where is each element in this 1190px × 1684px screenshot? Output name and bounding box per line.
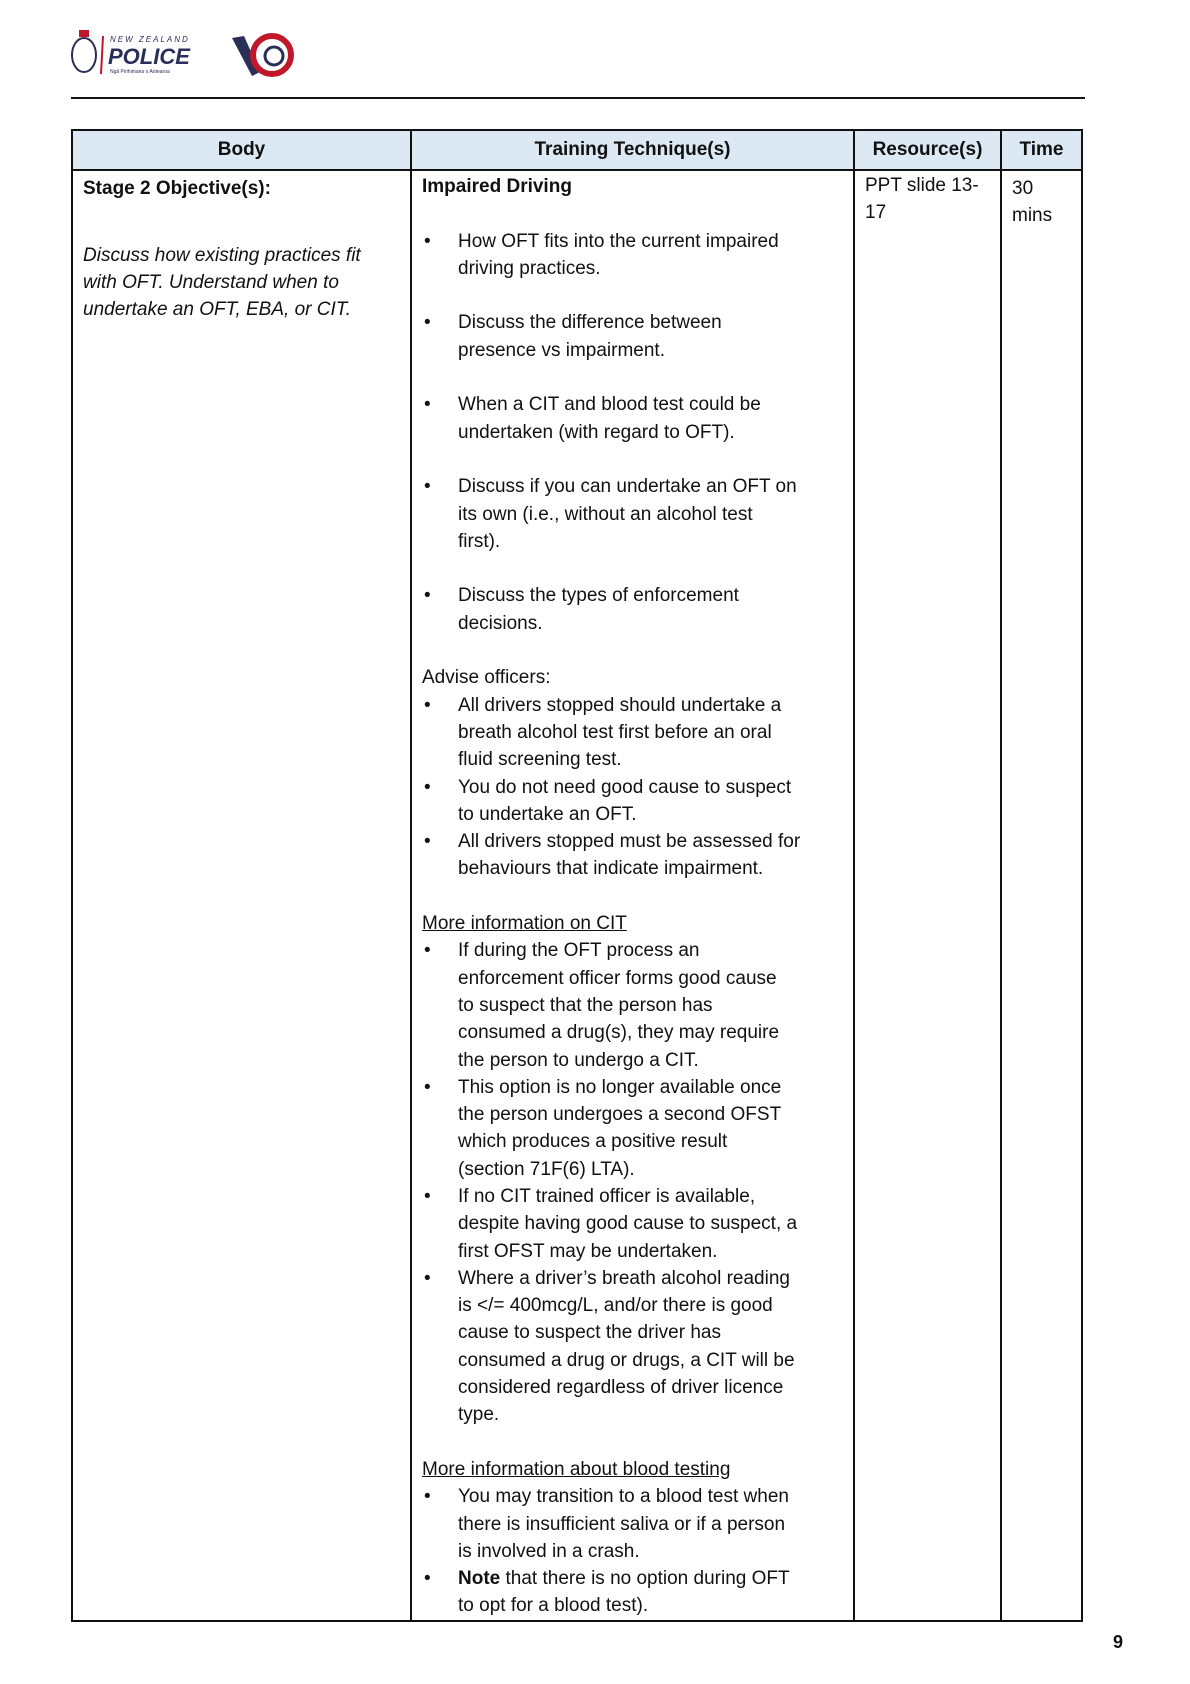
text-line: presence vs impairment. [458,339,665,361]
blank-line [422,637,845,664]
bullet-item [422,1183,845,1265]
bullet-icon: • [424,585,431,607]
text-line: type. [458,1404,500,1426]
text-line: When a CIT and blood test could be [458,394,761,416]
body-cell [72,170,411,1621]
training-table [71,129,1083,1622]
text-line: Discuss the difference between [458,312,722,334]
text-line: is involved in a crash. [458,1540,640,1562]
header-training-technique: Training Technique(s) [411,130,854,170]
section-link[interactable] [422,1456,845,1483]
page-number: 9 [1113,1632,1124,1652]
bullet-icon: • [424,394,431,416]
resource-line: 17 [865,202,887,224]
header-body: Body [72,130,411,170]
blank-line [83,202,400,229]
text-line: Discuss the types of enforcement [458,585,739,607]
text-line: All drivers stopped must be assessed for [458,831,801,853]
time-line: mins [1012,205,1053,227]
text-line: You may transition to a blood test when [458,1486,789,1508]
text-line: If during the OFT process an [458,940,700,962]
bullet-item [422,1483,845,1565]
text-line: Discuss if you can undertake an OFT on [458,476,797,498]
blank-line [422,883,845,910]
blank-line [422,1429,845,1456]
text-line: cause to suspect the driver has [458,1322,721,1344]
bullet-icon: • [424,312,431,334]
text-line: You do not need good cause to suspect [458,776,792,798]
blank-line [422,555,845,582]
bullet-item [422,228,845,283]
header-resources: Resource(s) [854,130,1001,170]
objective-line: with OFT. Understand when to [83,271,339,293]
text-line[interactable]: More information on CIT [422,913,627,935]
resources-cell [854,170,1001,1621]
time-cell [1001,170,1082,1621]
objective-text [83,242,400,324]
text-line: undertaken (with regard to OFT). [458,421,735,443]
text-line: first OFST may be undertaken. [458,1240,718,1262]
section-link[interactable] [422,910,845,937]
bullet-icon: • [424,831,431,853]
text-line: to opt for a blood test). [458,1595,649,1617]
bullet-icon: • [424,1185,431,1207]
blank-line [422,364,845,391]
text-line: despite having good cause to suspect, a [458,1213,798,1235]
text-line: which produces a positive result [458,1131,728,1153]
text-line: there is insufficient saliva or if a person [458,1513,786,1535]
text-line: its own (i.e., without an alcohol test [458,503,753,525]
section-heading [422,173,845,200]
header-logos [70,28,296,78]
tactical-emblem-logo [230,28,296,78]
text-line: consumed a drug or drugs, a CIT will be [458,1349,795,1371]
technique-cell [411,170,854,1621]
section-text [422,664,845,691]
resource-line: PPT slide 13- [865,175,979,196]
header-rule [71,97,1085,99]
text-line: the person undergoes a second OFST [458,1104,782,1126]
text-line: enforcement officer forms good cause [458,967,777,989]
bullet-item [422,1565,845,1620]
bullet-icon: • [424,776,431,798]
nz-police-logo [70,28,200,78]
bullet-item [422,774,845,829]
text-line: consumed a drug(s), they may require [458,1022,780,1044]
objective-line: undertake an OFT, EBA, or CIT. [83,299,351,321]
bullet-icon: • [424,1568,431,1590]
svg-text:Ngā Pirihimana o Aotearoa: Ngā Pirihimana o Aotearoa [110,69,170,75]
blank-line [422,200,845,227]
text-line: If no CIT trained officer is available, [458,1185,756,1207]
text-line: breath alcohol test first before an oral [458,721,772,743]
text-line: behaviours that indicate impairment. [458,858,764,880]
text-line: (section 71F(6) LTA). [458,1158,635,1180]
blank-line [422,446,845,473]
text-line: fluid screening test. [458,749,622,771]
time-line: 30 [1012,178,1034,199]
text-line: How OFT fits into the current impaired [458,230,779,252]
bullet-item [422,582,845,637]
text-line: is </= 400mcg/L, and/or there is good [458,1295,773,1317]
bullet-icon: • [424,1267,431,1289]
text-line: the person to undergo a CIT. [458,1049,699,1071]
text-line: This option is no longer available once [458,1076,782,1098]
text-line: first). [458,530,501,552]
text-line: Advise officers: [422,667,551,689]
text-line: considered regardless of driver licence [458,1377,784,1399]
text-line: decisions. [458,612,543,634]
bullet-item [422,1265,845,1429]
bullet-item [422,1074,845,1183]
text-line [458,1565,845,1592]
bullet-item [422,828,845,883]
bullet-item [422,473,845,555]
bullet-item [422,692,845,774]
text-line-rest: that there is no option during OFT [500,1568,790,1590]
text-line: Impaired Driving [422,176,572,197]
bullet-icon: • [424,476,431,498]
bold-prefix: Note [458,1568,501,1590]
blank-line [422,282,845,309]
svg-text:NEW ZEALAND: NEW ZEALAND [110,35,190,44]
bullet-item [422,391,845,446]
objective-line: Discuss how existing practices fit [83,244,361,266]
bullet-icon: • [424,940,431,962]
text-line[interactable]: More information about blood testing [422,1458,731,1480]
bullet-item [422,937,845,1073]
svg-text:POLICE: POLICE [108,44,190,69]
header-time: Time [1001,130,1082,170]
bullet-icon: • [424,694,431,716]
objective-heading: Stage 2 Objective(s): [83,178,271,199]
text-line: driving practices. [458,257,601,279]
text-line: Where a driver’s breath alcohol reading [458,1267,790,1289]
bullet-icon: • [424,1486,431,1508]
text-line: to undertake an OFT. [458,803,637,825]
text-line: to suspect that the person has [458,994,713,1016]
text-line: All drivers stopped should undertake a [458,694,782,716]
bullet-item [422,309,845,364]
bullet-icon: • [424,1076,431,1098]
bullet-icon: • [424,230,431,252]
